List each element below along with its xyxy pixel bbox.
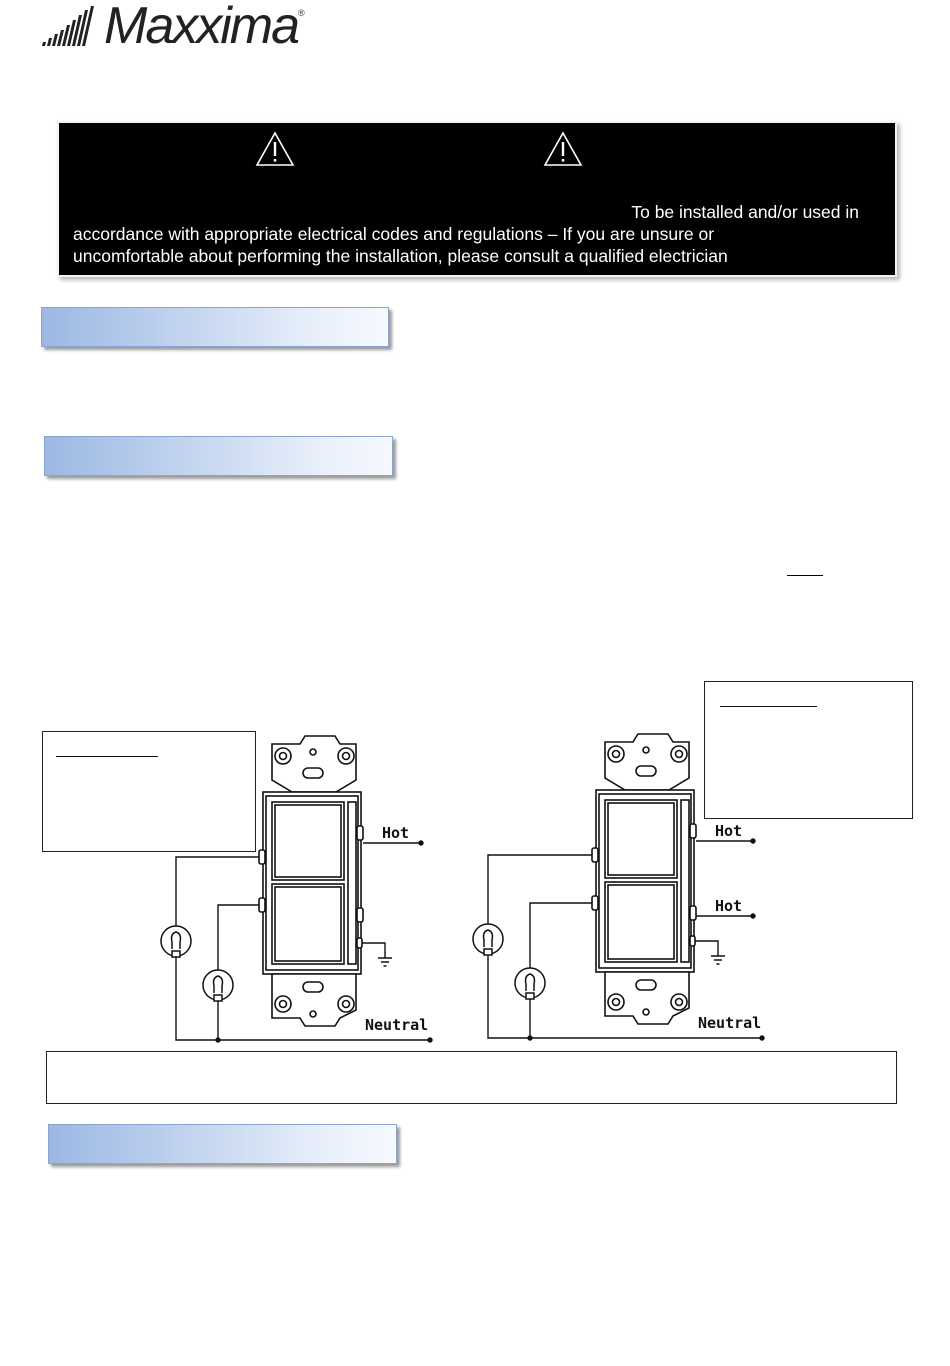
bulb-icon [515, 968, 545, 999]
section-heading-bar-3 [48, 1124, 397, 1164]
warning-triangle-icon [255, 131, 295, 167]
bulb-icon [161, 926, 191, 957]
bulb-icon [473, 924, 503, 955]
warning-text [73, 201, 881, 267]
neutral-label: Neutral [365, 1016, 429, 1034]
hot-label: Hot [382, 824, 410, 842]
warning-triangle-icon [543, 131, 583, 167]
logo-bars-icon [40, 2, 110, 54]
hot-label-bottom: Hot [715, 897, 743, 915]
section-heading-bar-1 [41, 307, 389, 347]
footer-note-box [46, 1051, 897, 1104]
warning-line-3: uncomfortable about performing the installation, please consult a qualified electrician [73, 246, 728, 266]
left-switch [259, 736, 363, 1026]
underline-mark [787, 575, 823, 576]
note-underline [720, 706, 817, 707]
registered-mark: ® [298, 8, 305, 18]
wiring-diagram [0, 720, 950, 1060]
warning-box [57, 121, 897, 277]
warning-line-1: To be installed and/or used in [631, 202, 859, 222]
hot-label-top: Hot [715, 822, 743, 840]
bulb-icon [203, 970, 233, 1001]
brand-logo [40, 2, 320, 54]
right-switch [592, 734, 696, 1024]
warning-line-2: accordance with appropriate electrical codes and regulations – If you are unsure or [73, 224, 715, 244]
brand-name: Maxxima [104, 0, 299, 55]
neutral-label: Neutral [698, 1014, 762, 1032]
section-heading-bar-2 [44, 436, 393, 476]
